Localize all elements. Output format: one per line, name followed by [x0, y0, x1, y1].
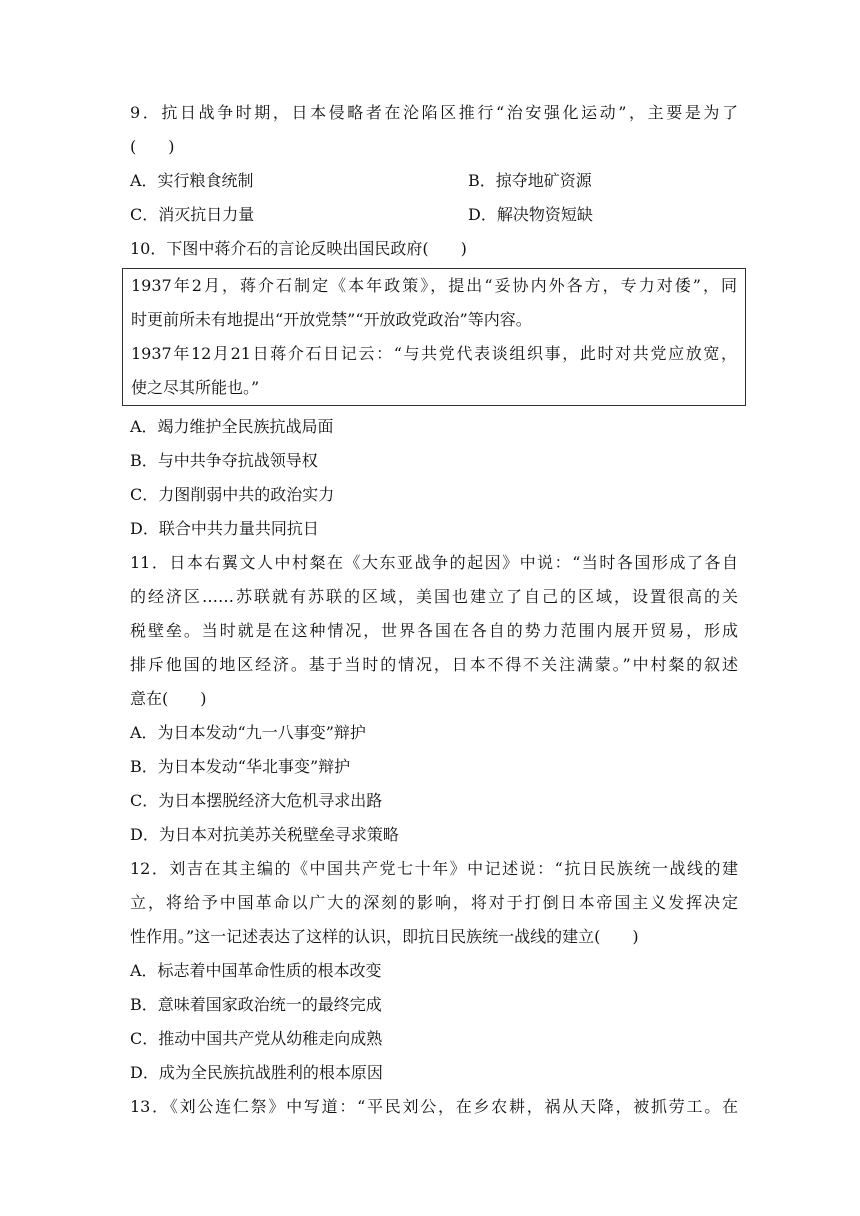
- question-9-option-d: D．解决物资短缺: [468, 205, 593, 224]
- question-12-option-a: A．标志着中国革命性质的根本改变: [130, 961, 382, 980]
- question-11-option-a: A．为日本发动“九一八事变”辩护: [130, 723, 366, 742]
- question-12-option-d: D．成为全民族抗战胜利的根本原因: [130, 1063, 383, 1082]
- question-11: [130, 546, 738, 852]
- question-10-option-c: C．力图削弱中共的政治实力: [130, 485, 335, 504]
- question-11-option-b: B．为日本发动“华北事变”辩护: [130, 757, 351, 776]
- quote-line-4: 使之尽其所能也。”: [131, 378, 260, 397]
- quote-line-3: 1937年12月21日蒋介石日记云：“与共党代表谈组织事，此时对共党应放宽，: [131, 344, 737, 363]
- question-12-stem-line-2: 立，将给予中国革命以广大的深刻的影响，将对于打倒日本帝国主义发挥决定: [130, 893, 738, 912]
- question-9-options-row-2: [130, 198, 738, 232]
- question-10-stem: 10．下图中蒋介石的言论反映出国民政府( ): [130, 239, 467, 258]
- question-9-option-b: B．掠夺地矿资源: [468, 171, 592, 190]
- question-11-stem-line-1: 11．日本右翼文人中村粲在《大东亚战争的起因》中说：“当时各国形成了各自: [130, 553, 738, 572]
- question-9: [130, 96, 738, 232]
- question-9-option-c: C．消灭抗日力量: [130, 205, 255, 224]
- question-13: [130, 1090, 738, 1124]
- question-11-stem-line-4: 排斥他国的地区经济。基于当时的情况，日本不得不关注满蒙。”中村粲的叙述: [130, 655, 738, 674]
- question-11-stem-line-5: 意在( ): [130, 689, 207, 708]
- question-10-option-b: B．与中共争夺抗战领导权: [130, 451, 318, 470]
- question-13-stem-line-1: 13．《刘公连仁祭》中写道：“平民刘公，在乡农耕，祸从天降，被抓劳工。在: [130, 1097, 738, 1116]
- question-10-option-a: A．竭力维护全民族抗战局面: [130, 417, 334, 436]
- question-12-option-b: B．意味着国家政治统一的最终完成: [130, 995, 382, 1014]
- question-10-option-d: D．联合中共力量共同抗日: [130, 519, 319, 538]
- quote-line-2: 时更前所未有地提出“开放党禁”“开放政党政治”等内容。: [131, 310, 532, 329]
- question-12: [130, 852, 738, 1090]
- question-9-stem-line-2: ( ): [130, 137, 175, 156]
- question-list: [130, 96, 738, 1124]
- question-12-stem-line-3: 性作用。”这一记述表达了这样的认识，即抗日民族统一战线的建立( ): [130, 927, 639, 946]
- quote-line-1: 1937年2月，蒋介石制定《本年政策》，提出“妥协内外各方，专力对倭”，同: [131, 276, 737, 295]
- question-11-stem-line-2: 的经济区……苏联就有苏联的区域，美国也建立了自己的区域，设置很高的关: [130, 587, 738, 606]
- question-11-option-d: D．为日本对抗美苏关税壁垒寻求策略: [130, 825, 399, 844]
- question-9-stem-line-1: 9．抗日战争时期，日本侵略者在沦陷区推行“治安强化运动”，主要是为了: [130, 103, 738, 122]
- question-12-option-c: C．推动中国共产党从幼稚走向成熟: [130, 1029, 383, 1048]
- question-10-quote-box: [122, 268, 746, 406]
- question-10: [130, 232, 738, 546]
- question-9-options-row-1: [130, 164, 738, 198]
- question-11-option-c: C．为日本摆脱经济大危机寻求出路: [130, 791, 383, 810]
- question-12-stem-line-1: 12．刘吉在其主编的《中国共产党七十年》中记述说：“抗日民族统一战线的建: [130, 859, 738, 878]
- question-9-option-a: A．实行粮食统制: [130, 171, 254, 190]
- question-11-stem-line-3: 税壁垒。当时就是在这种情况，世界各国在各自的势力范围内展开贸易，形成: [130, 621, 738, 640]
